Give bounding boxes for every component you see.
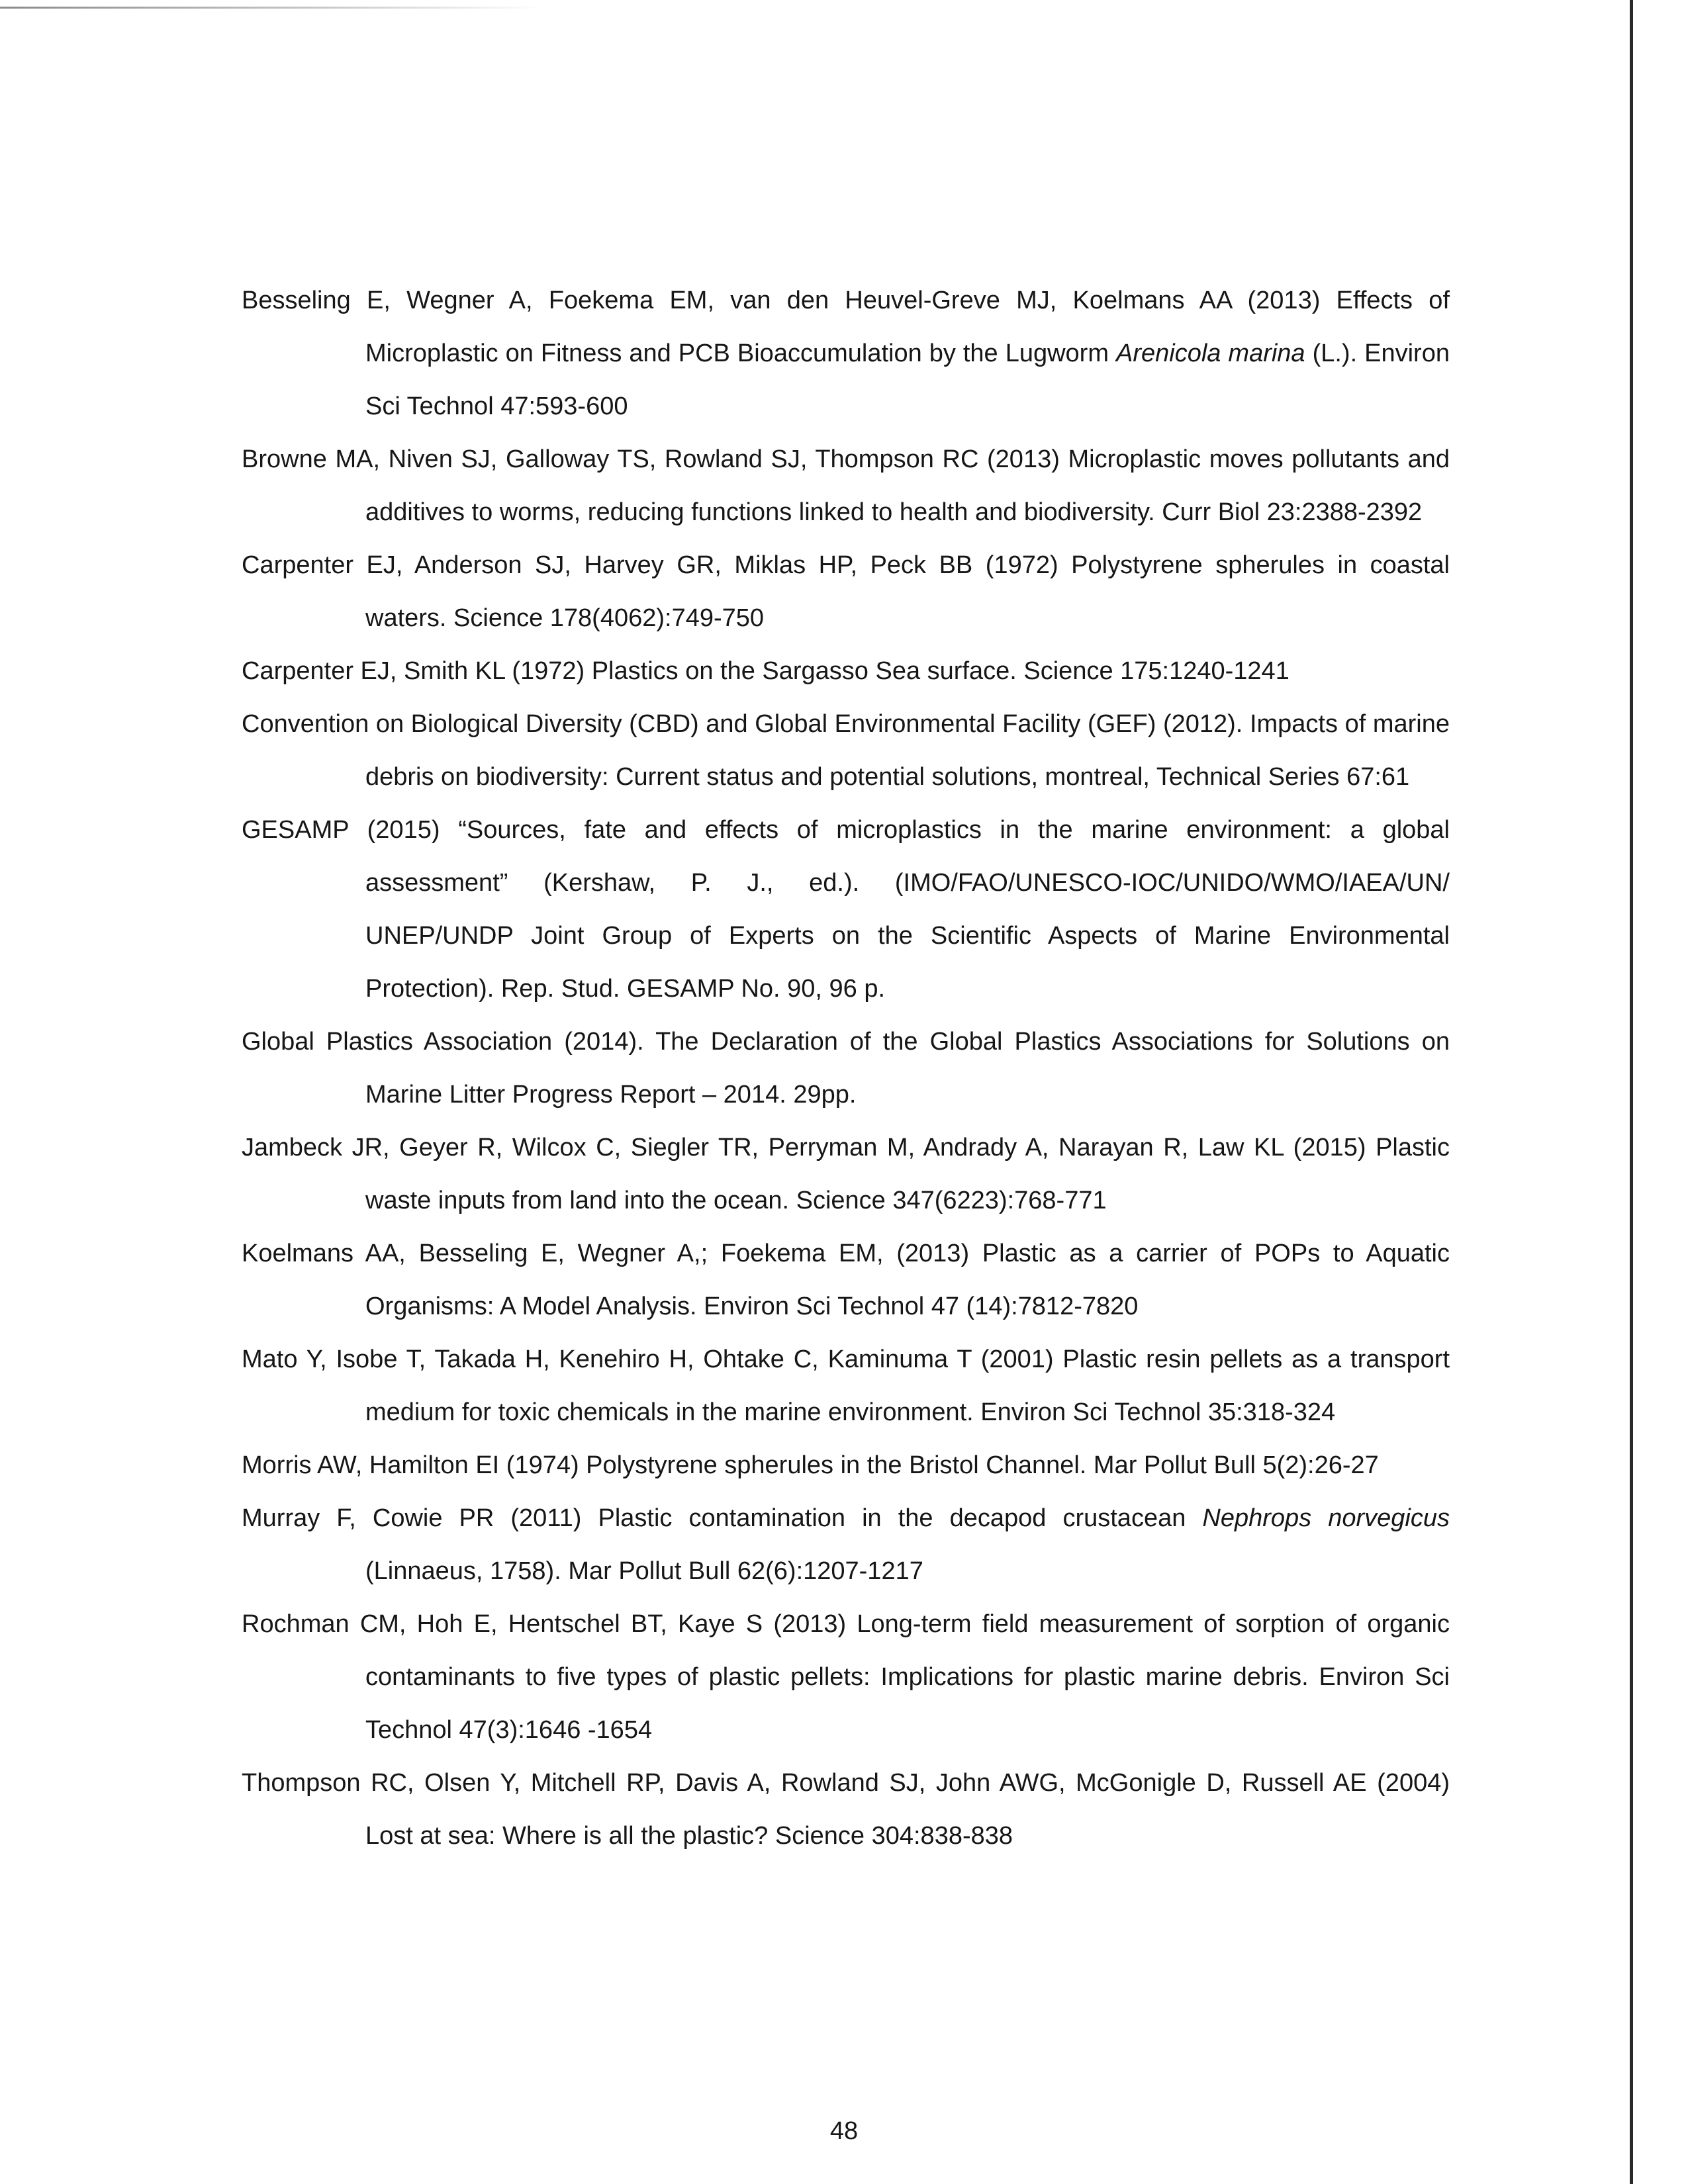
reference-text: Koelmans AA, Besseling E, Wegner A,; Foekema EM, (2013) Plastic as a carrier of POPs to Aquatic Organisms: A Model Analysis. Environ Sci Technol 47 (14):7812-7820 [242, 1240, 1450, 1320]
reference-text: Mato Y, Isobe T, Takada H, Kenehiro H, Ohtake C, Kaminuma T (2001) Plastic resin pellets as a transport medium for toxic chemicals in the marine environment. Environ Sci Technol 35:318-324 [242, 1345, 1450, 1426]
reference-text: Jambeck JR, Geyer R, Wilcox C, Siegler TR, Perryman M, Andrady A, Narayan R, Law KL (2015) Plastic waste inputs from land into the ocean. Science 347(6223):768-771 [242, 1134, 1450, 1214]
reference-species-name: Arenicola marina [1115, 340, 1305, 367]
reference-text: Carpenter EJ, Anderson SJ, Harvey GR, Miklas HP, Peck BB (1972) Polystyrene spherules in coastal waters. Science 178(4062):749-750 [242, 551, 1450, 632]
reference-text: Murray F, Cowie PR (2011) Plastic contamination in the decapod crustacean [242, 1504, 1203, 1532]
reference-entry [242, 1015, 1450, 1121]
scan-edge-line [0, 7, 543, 9]
scan-margin [1633, 0, 1688, 2184]
reference-entry [242, 698, 1450, 803]
page-number: 48 [829, 2117, 859, 2145]
reference-entry [242, 1227, 1450, 1333]
reference-text: Thompson RC, Olsen Y, Mitchell RP, Davis A, Rowland SJ, John AWG, McGonigle D, Russell AE (2004) Lost at sea: Where is all the plastic? Science 304:838-838 [242, 1769, 1450, 1850]
reference-text: GESAMP (2015) “Sources, fate and effects of microplastics in the marine environment: a global assessment” (Kershaw, P. J., ed.). (IMO/FAO/UNESCO-IOC/UNIDO/WMO/IAEA/UN/ UNEP/UNDP Joint Group of Experts on the Scientific Aspects of Marine Environmental Protection). Rep. Stud. GESAMP No. 90, 96 p. [242, 816, 1450, 1003]
reference-entry [242, 645, 1450, 698]
reference-entry [242, 1598, 1450, 1756]
reference-text: Carpenter EJ, Smith KL (1972) Plastics on the Sargasso Sea surface. Science 175:1240-1241 [242, 657, 1289, 685]
reference-species-name: Nephrops norvegicus [1202, 1504, 1450, 1532]
reference-entry [242, 539, 1450, 645]
reference-text: (Linnaeus, 1758). Mar Pollut Bull 62(6):1207-1217 [365, 1557, 923, 1585]
reference-text: Morris AW, Hamilton EI (1974) Polystyrene spherules in the Bristol Channel. Mar Pollut Bull 5(2):26-27 [242, 1451, 1379, 1479]
reference-entry [242, 1333, 1450, 1439]
reference-entry [242, 433, 1450, 539]
reference-entry [242, 1756, 1450, 1862]
reference-text: Convention on Biological Diversity (CBD) and Global Environmental Facility (GEF) (2012). Impacts of marine debris on biodiversity: Current status and potential solutions, montreal, Technical Series 67:61 [242, 710, 1450, 791]
reference-entry [242, 1439, 1450, 1492]
reference-entry [242, 803, 1450, 1015]
reference-text: Global Plastics Association (2014). The Declaration of the Global Plastics Associations for Solutions on Marine Litter Progress Report – 2014. 29pp. [242, 1028, 1450, 1109]
reference-text: Besseling E, Wegner A, Foekema EM, van den Heuvel-Greve MJ, Koelmans AA (2013) Effects of Microplastic on Fitness and PCB Bioaccumulation by the Lugworm [242, 287, 1450, 367]
reference-entry [242, 274, 1450, 433]
reference-text: (L.). Environ Sci Technol 47:593-600 [365, 340, 1450, 420]
reference-entry [242, 1492, 1450, 1598]
reference-text: Browne MA, Niven SJ, Galloway TS, Rowland SJ, Thompson RC (2013) Microplastic moves pollutants and additives to worms, reducing functions linked to health and biodiversity. Curr Biol 23:2388-2392 [242, 445, 1450, 526]
reference-text: Rochman CM, Hoh E, Hentschel BT, Kaye S (2013) Long-term field measurement of sorption of organic contaminants to five types of plastic pellets: Implications for plastic marine debris. Environ Sci Technol 47(3):1646 -1654 [242, 1610, 1450, 1744]
reference-list [242, 274, 1450, 1862]
reference-entry [242, 1121, 1450, 1227]
